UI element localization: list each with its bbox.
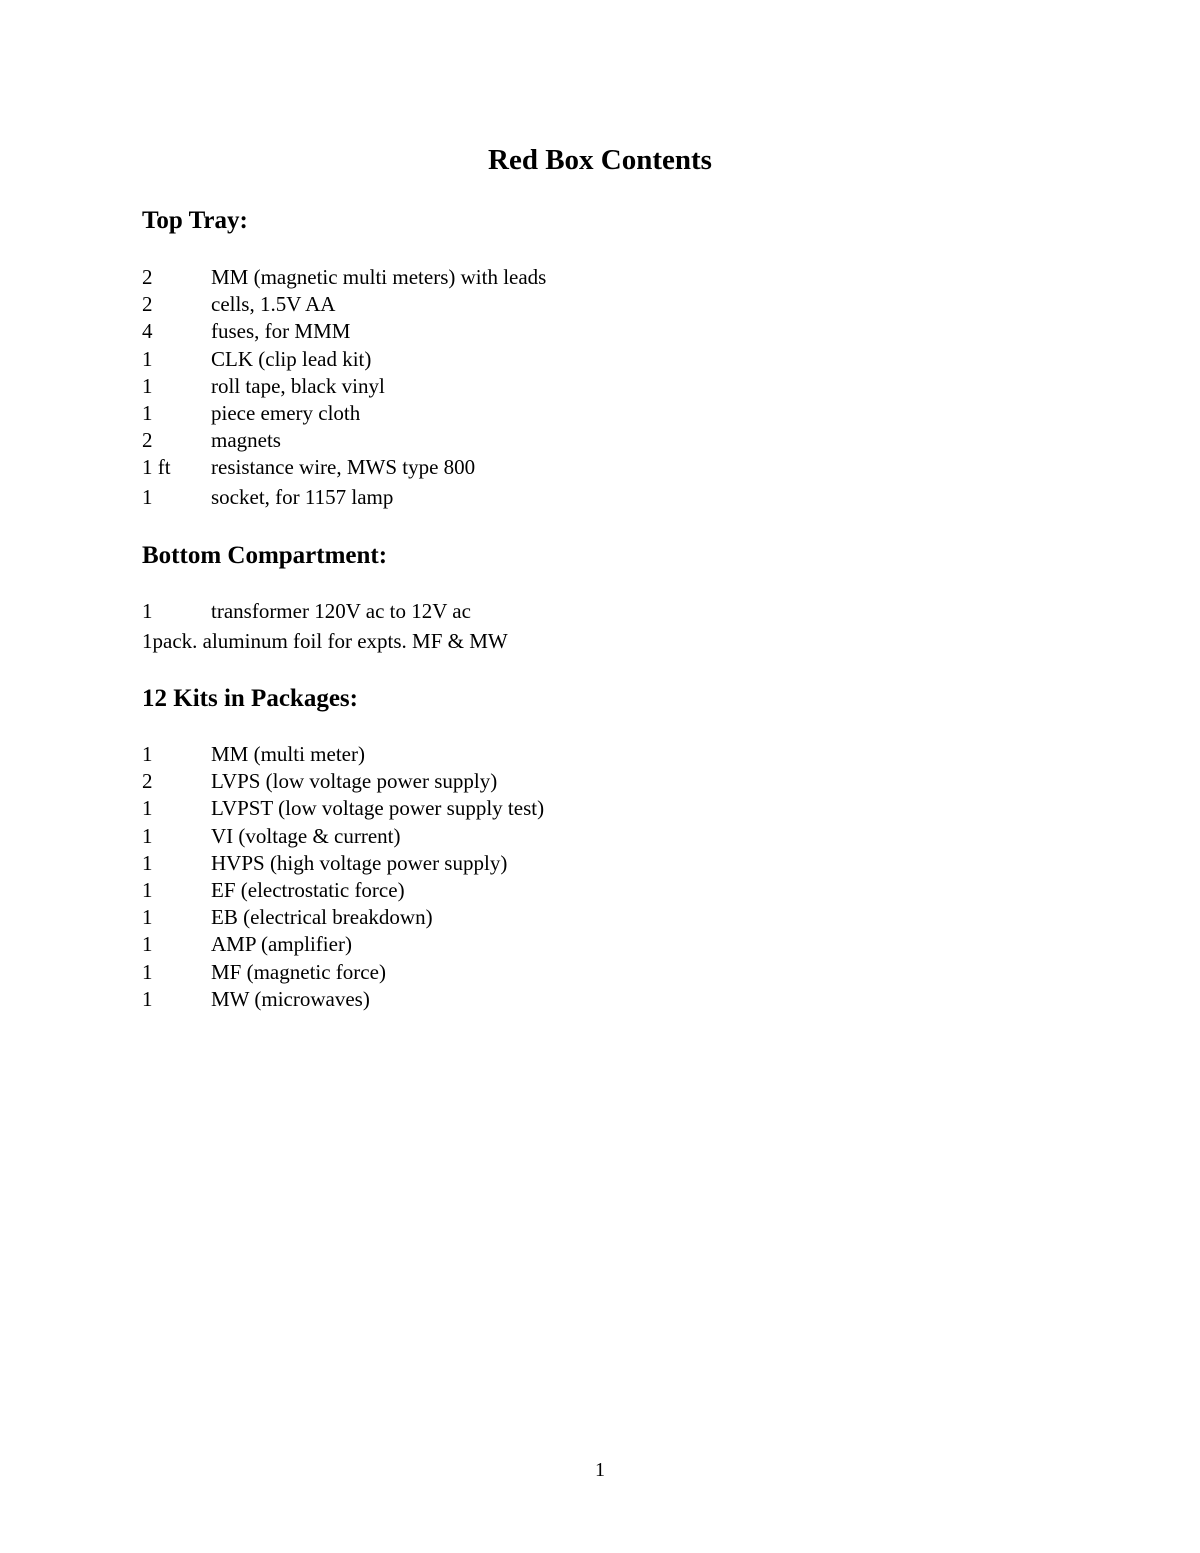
item-quantity: 1	[142, 905, 153, 930]
list-item	[142, 959, 942, 986]
list-item	[142, 346, 942, 373]
item-description: magnets	[211, 428, 281, 453]
item-description: CLK (clip lead kit)	[211, 346, 372, 371]
item-description: EF (electrostatic force)	[211, 877, 405, 902]
item-description: EB (electrical breakdown)	[211, 905, 433, 930]
item-quantity: 2	[142, 428, 153, 453]
list-item	[142, 454, 942, 484]
item-quantity: 1	[142, 986, 153, 1011]
item-quantity: 2	[142, 265, 153, 289]
list-item	[142, 823, 942, 850]
item-quantity: 1	[142, 346, 153, 371]
item-description: piece emery cloth	[211, 400, 361, 425]
list-item	[142, 850, 942, 877]
page-number: 1	[595, 1459, 605, 1481]
item-quantity: 1	[142, 373, 153, 398]
item-text: 1pack. aluminum foil for expts. MF & MW	[142, 629, 508, 653]
item-quantity: 1 ft	[142, 455, 171, 480]
item-quantity: 1	[142, 850, 153, 875]
section-heading-bottom-compartment: Bottom Compartment:	[142, 542, 388, 569]
item-description: socket, for 1157 lamp	[211, 485, 394, 510]
item-quantity: 1	[142, 959, 153, 984]
list-item	[142, 373, 942, 400]
item-quantity: 1	[142, 877, 153, 902]
item-description: cells, 1.5V AA	[211, 292, 336, 317]
item-description: HVPS (high voltage power supply)	[211, 850, 508, 875]
kits-list	[142, 741, 942, 1013]
list-item	[142, 986, 942, 1013]
list-item	[142, 598, 942, 628]
item-quantity: 1	[142, 823, 153, 848]
item-description: LVPST (low voltage power supply test)	[211, 796, 545, 821]
section-heading-kits-in-packages: 12 Kits in Packages:	[142, 685, 358, 712]
list-item	[142, 741, 942, 768]
list-item	[142, 291, 942, 318]
item-quantity: 1	[142, 932, 153, 957]
bottom-compartment-list	[142, 598, 942, 655]
item-description: MF (magnetic force)	[211, 959, 386, 984]
list-item	[142, 264, 942, 291]
top-tray-list	[142, 264, 942, 512]
item-description: resistance wire, MWS type 800	[211, 455, 476, 480]
item-description: MM (magnetic multi meters) with leads	[211, 265, 547, 289]
item-quantity: 2	[142, 292, 153, 317]
item-quantity: 1	[142, 742, 153, 766]
page-title: Red Box Contents	[488, 144, 712, 176]
list-item	[142, 877, 942, 904]
list-item	[142, 484, 942, 511]
item-description: VI (voltage & current)	[211, 823, 401, 848]
list-item	[142, 904, 942, 931]
item-quantity: 4	[142, 319, 153, 344]
item-description: MM (multi meter)	[211, 742, 365, 766]
list-item	[142, 768, 942, 795]
item-quantity: 1	[142, 796, 153, 821]
item-quantity: 1	[142, 485, 153, 510]
item-quantity: 1	[142, 400, 153, 425]
list-item	[142, 400, 942, 427]
item-description: AMP (amplifier)	[211, 932, 352, 957]
list-item	[142, 931, 942, 958]
item-quantity: 1	[142, 599, 153, 623]
item-quantity: 2	[142, 769, 153, 794]
list-item	[142, 318, 942, 345]
item-description: fuses, for MMM	[211, 319, 351, 344]
section-heading-top-tray: Top Tray:	[142, 207, 248, 234]
list-item	[142, 628, 942, 655]
item-description: MW (microwaves)	[211, 986, 370, 1011]
item-description: roll tape, black vinyl	[211, 373, 385, 398]
list-item	[142, 427, 942, 454]
item-description: transformer 120V ac to 12V ac	[211, 599, 471, 623]
list-item	[142, 795, 942, 822]
item-description: LVPS (low voltage power supply)	[211, 769, 498, 794]
